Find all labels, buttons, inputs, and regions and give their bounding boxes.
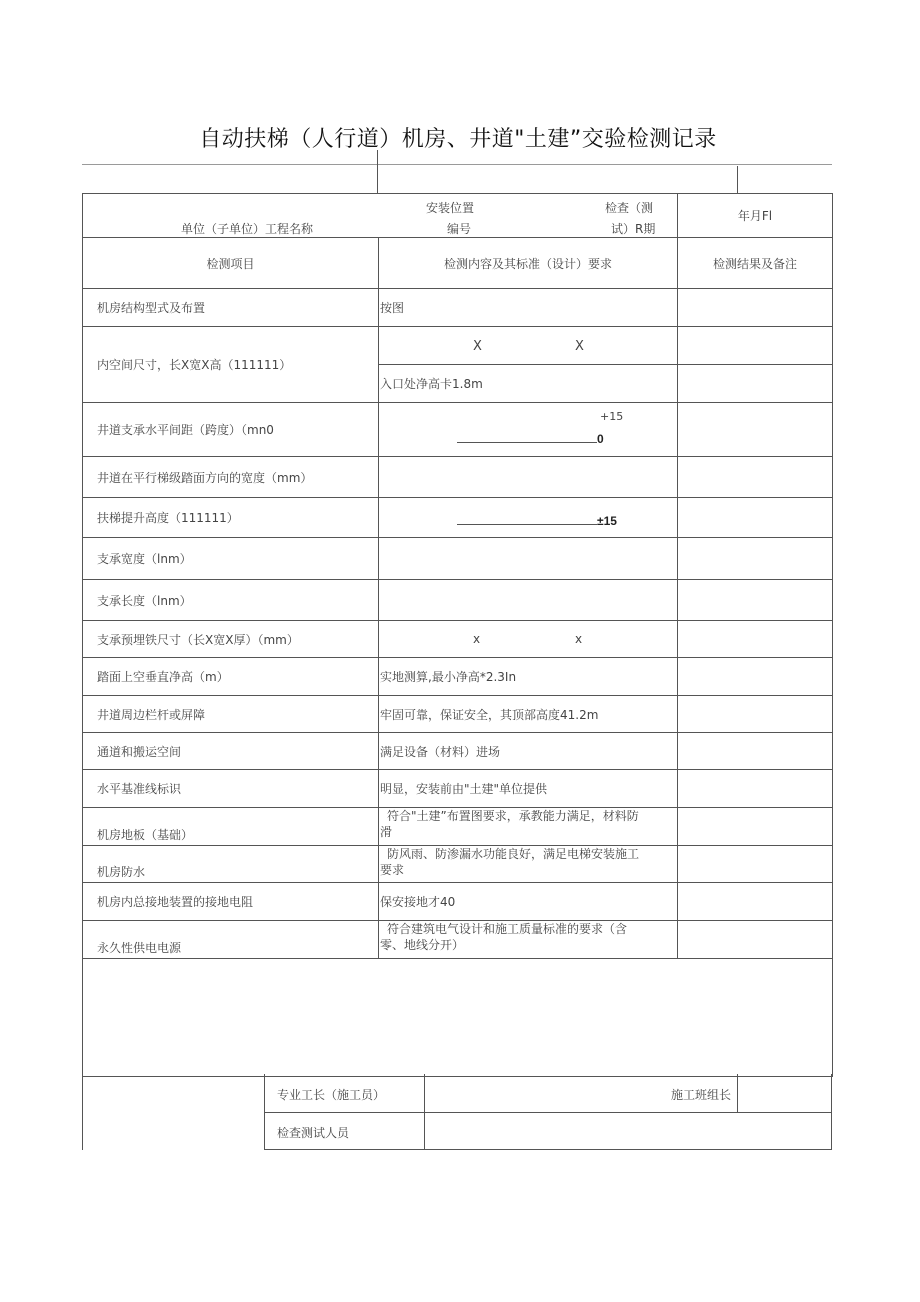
result-cell[interactable] xyxy=(678,733,833,770)
result-cell[interactable] xyxy=(678,696,833,733)
table-row xyxy=(83,921,833,959)
table-row xyxy=(83,846,833,883)
row-label: 机房结构型式及布置 xyxy=(83,289,379,327)
result-cell[interactable] xyxy=(678,808,833,846)
result-cell[interactable] xyxy=(678,658,833,696)
table-row xyxy=(83,289,833,327)
page-title: 自动扶梯（人行道）机房、井道"土建”交验检测记录 xyxy=(199,127,717,152)
row-requirement xyxy=(379,498,678,538)
inspector-label: 检查测试人员 xyxy=(277,1126,350,1140)
table-row xyxy=(83,658,833,696)
table-row xyxy=(83,883,833,921)
row-requirement: 牢固可靠，保证安全，其顶部高度41.2m xyxy=(379,696,678,733)
row-label: 机房防水 xyxy=(83,846,379,883)
check-label-2: 试）R期 xyxy=(611,222,656,236)
table-row xyxy=(83,580,833,621)
table-row xyxy=(83,403,833,457)
col-result: 检测结果及备注 xyxy=(678,238,833,289)
tolerance-bottom: 0 xyxy=(597,432,604,446)
table-row xyxy=(83,498,833,538)
result-cell[interactable] xyxy=(678,580,833,621)
team-leader-label: 施工班组长 xyxy=(671,1088,732,1102)
row-requirement: 保安接地才40 xyxy=(379,883,678,921)
row-requirement: 入口处净高卡1.8m xyxy=(379,365,678,403)
column-header-row xyxy=(83,238,833,289)
row-requirement xyxy=(379,457,678,498)
tolerance-top: +15 xyxy=(600,410,624,423)
table-row xyxy=(83,538,833,580)
dim-x1: X xyxy=(473,339,482,354)
result-cell[interactable] xyxy=(678,621,833,658)
row-requirement xyxy=(379,538,678,580)
table-row xyxy=(83,327,833,365)
col-item: 检测项目 xyxy=(83,238,379,289)
result-cell[interactable] xyxy=(678,498,833,538)
foreman-label: 专业工长（施工员） xyxy=(277,1088,386,1102)
row-label: 永久性供电电源 xyxy=(83,921,379,959)
row-requirement: 实地测算,最小净高*2.3In xyxy=(379,658,678,696)
row-requirement: 明显，安装前由"土建"单位提供 xyxy=(379,770,678,808)
result-cell[interactable] xyxy=(678,846,833,883)
result-cell[interactable] xyxy=(678,457,833,498)
result-cell[interactable] xyxy=(678,770,833,808)
date-cell: 年月Fl xyxy=(678,194,833,238)
table-row xyxy=(83,808,833,846)
row-requirement: 符合建筑电气设计和施工质量标准的要求（含 零、地线分开） xyxy=(379,921,678,959)
title-divider xyxy=(82,164,832,165)
tolerance: ±15 xyxy=(597,514,617,528)
result-cell[interactable] xyxy=(678,921,833,959)
result-cell[interactable] xyxy=(678,365,833,403)
row-requirement: 满足设备（材料）进场 xyxy=(379,733,678,770)
signature-section xyxy=(82,1074,832,1150)
row-label: 井道在平行梯级踏面方向的宽度（mm） xyxy=(83,457,379,498)
row-requirement xyxy=(379,580,678,621)
check-label-1: 检查（测 xyxy=(605,201,654,215)
dim-x1: x xyxy=(473,632,481,646)
row-label: 支承宽度（lnm） xyxy=(83,538,379,580)
table-row xyxy=(83,457,833,498)
result-cell[interactable] xyxy=(678,289,833,327)
row-label: 井道周边栏杆或屏障 xyxy=(83,696,379,733)
header-info-cell xyxy=(83,194,678,238)
row-label: 水平基准线标识 xyxy=(83,770,379,808)
row-requirement: 按图 xyxy=(379,289,678,327)
row-label: 机房内总接地装置的接地电阻 xyxy=(83,883,379,921)
row-requirement: 防风雨、防渗漏水功能良好，满足电梯安装施工 要求 xyxy=(379,846,678,883)
dim-x2: X xyxy=(575,339,584,354)
unit-name-label: 单位（子单位）工程名称 xyxy=(181,222,314,236)
result-cell[interactable] xyxy=(678,327,833,365)
dim-x2: x xyxy=(575,632,583,646)
row-label: 通道和搬运空间 xyxy=(83,733,379,770)
header-row xyxy=(83,194,833,238)
table-row xyxy=(83,733,833,770)
remarks-area[interactable] xyxy=(83,959,833,1077)
header-tick xyxy=(737,166,738,193)
row-label: 扶梯提升高度（111111） xyxy=(83,498,379,538)
row-requirement xyxy=(379,403,678,457)
row-requirement xyxy=(379,327,678,365)
table-row xyxy=(83,696,833,733)
number-label: 编号 xyxy=(447,222,472,236)
table-row xyxy=(83,770,833,808)
row-label: 内空间尺寸，长X宽X高（111111） xyxy=(83,327,379,403)
install-location-label: 安装位置 xyxy=(426,201,475,215)
table-row xyxy=(83,621,833,658)
row-label: 支承预埋铁尺寸（长X宽X厚）（mm） xyxy=(83,621,379,658)
row-label: 踏面上空垂直净高（m） xyxy=(83,658,379,696)
result-cell[interactable] xyxy=(678,403,833,457)
result-cell[interactable] xyxy=(678,538,833,580)
row-requirement: 符合"土建”布置图要求，承教能力满足，材料防 滑 xyxy=(379,808,678,846)
col-requirement: 检测内容及其标准（设计）要求 xyxy=(379,238,678,289)
row-label: 井道支承水平间距（跨度）（mn0 xyxy=(83,403,379,457)
inspection-table xyxy=(82,193,833,1077)
remarks-row xyxy=(83,959,833,1077)
row-requirement xyxy=(379,621,678,658)
row-label: 机房地板（基础） xyxy=(83,808,379,846)
row-label: 支承长度（lnm） xyxy=(83,580,379,621)
result-cell[interactable] xyxy=(678,883,833,921)
